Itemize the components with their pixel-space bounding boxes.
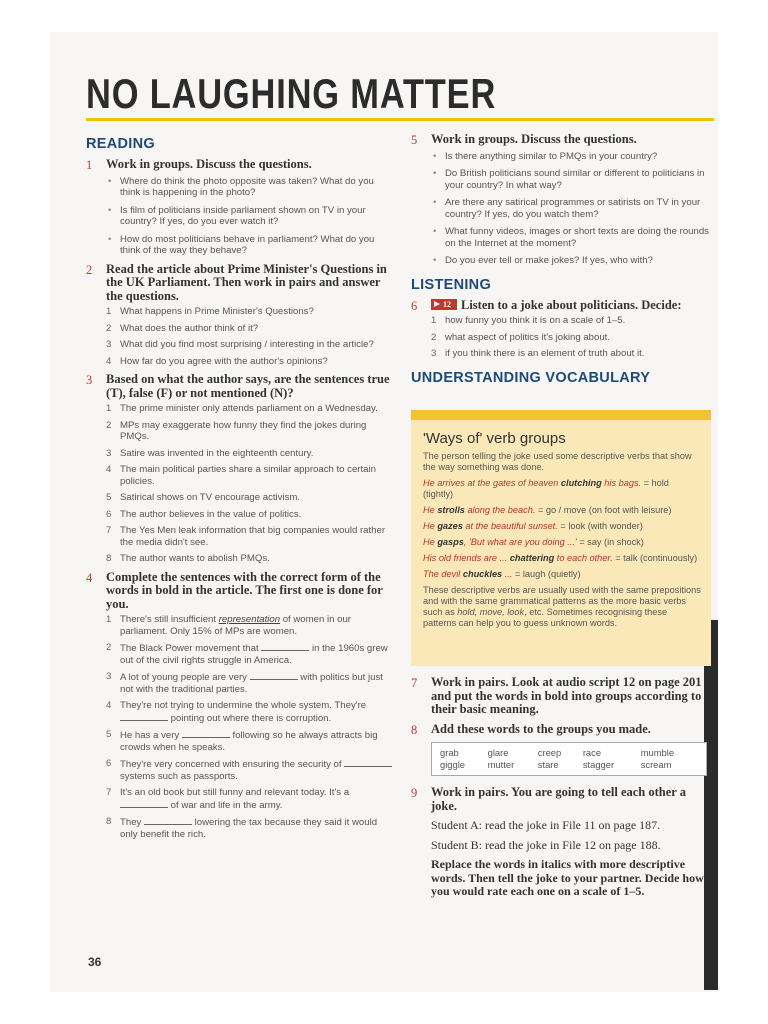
page-title: NO LAUGHING MATTER — [86, 70, 497, 117]
list-item: 1 There's still insufficient representation of women in our parliament. Only 15% of MPs are women. — [106, 614, 351, 637]
question-number: 2 — [86, 262, 93, 277]
question-text: Complete the sentences with the correct form of the words in bold in the article. The first one is done for you. — [106, 569, 383, 611]
list-item: • Are there any satirical programmes or satirists on TV in your country? If yes, do you watch them? — [431, 197, 709, 220]
question-7 — [411, 676, 707, 717]
word: giggle — [440, 759, 466, 770]
question-number: 4 — [86, 570, 93, 585]
word: mutter — [487, 759, 515, 770]
list-item: • Is there anything similar to PMQs in your country? — [431, 151, 709, 163]
page-number: 36 — [88, 955, 102, 969]
example-sentence: He arrives at the gates of heaven clutching his bags. = hold (tightly) — [423, 478, 669, 499]
list-item: 7 The Yes Men leak information that big companies would rather the media didn't see. — [106, 525, 386, 548]
list-item: 2 what aspect of politics it's joking about. — [431, 331, 611, 343]
question-3 — [86, 373, 396, 565]
example-sentence: His old friends are ... chattering to each other. = talk (continuously) — [423, 553, 698, 563]
list-item: 3 What did you find most surprising / interesting in the article? — [106, 339, 374, 350]
list-item: 3 A lot of young people are very with politics but just not with the traditional parties. — [106, 671, 383, 695]
answer-blank — [120, 712, 168, 721]
question-5 — [411, 133, 709, 267]
list-item: • How do most politicians behave in parliament? What do you think of the way they behave? — [106, 234, 396, 257]
list-item: • What funny videos, images or short texts are doing the rounds on the Internet at the moment? — [431, 226, 709, 249]
list-item: 4 They're not trying to undermine the whole system. They're pointing out where there is corruption. — [106, 700, 367, 724]
box-intro: The person telling the joke used some descriptive verbs that show the way something was done. — [423, 451, 692, 472]
student-b-instruction: Student B: read the joke in File 12 on page 188. — [431, 837, 661, 852]
list-item: 3 if you think there is an element of truth about it. — [431, 348, 645, 359]
word: stare — [537, 759, 559, 770]
list-item: 2 What does the author think of it? — [106, 322, 259, 334]
right-column-top — [411, 133, 709, 392]
question-1 — [86, 158, 396, 257]
list-item: 5 He has a very following so he always attracts big crowds when he speaks. — [106, 729, 378, 753]
list-item: 4 How far do you agree with the author's opinions? — [106, 355, 328, 367]
list-item: 6 The author believes in the value of politics. — [106, 508, 302, 520]
list-item: 5 Satirical shows on TV encourage activism. — [106, 492, 301, 503]
answer-blank — [344, 758, 392, 767]
list-item: 1 What happens in Prime Minister's Questions? — [106, 306, 314, 317]
list-item: 7 It's an old book but still funny and relevant today. It's a of war and life in the army. — [106, 787, 350, 811]
question-number: 7 — [411, 676, 418, 690]
question-text: Work in groups. Discuss the questions. — [106, 157, 312, 171]
list-item: • Do British politicians sound similar or different to politicians in your country? In what way? — [431, 168, 709, 191]
question-number: 5 — [411, 133, 418, 147]
list-item: 2 The Black Power movement that in the 1960s grew out of the civil rights struggle in America. — [106, 642, 388, 666]
list-item: 8 They lowering the tax because they said it would only benefit the rich. — [106, 816, 378, 840]
reading-heading: READING — [86, 136, 155, 152]
question-text: Listen to a joke about politicians. Decide: — [461, 297, 682, 312]
example-sentence: He gazes at the beautiful sunset. = look (with wonder) — [423, 521, 643, 531]
list-item: 3 Satire was invented in the eighteenth century. — [106, 447, 314, 459]
title-rule — [86, 118, 714, 121]
answer-blank — [250, 671, 298, 680]
word: grab — [440, 747, 459, 758]
question-text: Based on what the author says, are the sentences true (T), false (F) or not mentioned (N)? — [106, 372, 390, 400]
list-item: • Do you ever tell or make jokes? If yes, who with? — [431, 255, 709, 267]
word: race — [582, 747, 602, 758]
word-box — [431, 742, 707, 776]
ways-of-verb-groups-box — [411, 410, 711, 666]
list-item: 6 They're very concerned with ensuring the security of systems such as passports. — [106, 758, 396, 782]
list-item: 1 The prime minister only attends parliament on a Wednesday. — [106, 403, 378, 414]
box-title: 'Ways of' verb groups — [423, 430, 566, 447]
student-a-instruction: Student A: read the joke in File 11 on page 187. — [431, 818, 661, 832]
question-2 — [86, 263, 396, 368]
answer-blank — [261, 642, 309, 651]
list-item: 1 how funny you think it is on a scale of 1–5. — [431, 315, 626, 326]
question-text: Work in pairs. Look at audio script 12 on page 201 and put the words in bold into groups according to their basic meaning. — [431, 675, 702, 716]
answer-blank — [182, 729, 230, 738]
question-text: Work in groups. Discuss the questions. — [431, 132, 637, 146]
final-instruction: Replace the words in italics with more descriptive words. Then tell the joke to your partner. Decide how you would rate each one on a scale of 1–5. — [431, 857, 704, 898]
list-item: • Is film of politicians inside parliament shown on TV in your country? If yes, do you ever watch it? — [106, 205, 396, 228]
question-text: Read the article about Prime Minister's Questions in the UK Parliament. Then work in pairs and answer the questions. — [106, 261, 387, 303]
answer-blank — [120, 799, 168, 808]
question-number: 8 — [411, 722, 418, 737]
question-number: 3 — [86, 373, 93, 387]
list-item: 2 MPs may exaggerate how funny they find the jokes during PMQs. — [106, 419, 367, 442]
example-sentence: The devil chuckles ... = laugh (quietly) — [423, 569, 581, 579]
word: stagger — [582, 759, 615, 770]
question-6 — [411, 299, 709, 360]
example-sentence: He gasps, 'But what are you doing ...' = say (in shock) — [423, 537, 644, 547]
question-4 — [86, 571, 396, 841]
audio-track-icon[interactable]: 12 — [431, 299, 457, 310]
word: scream — [640, 759, 672, 770]
word: creep — [537, 747, 562, 758]
question-8 — [411, 723, 707, 777]
question-text: Work in pairs. You are going to tell each other a joke. — [431, 785, 686, 813]
question-9 — [411, 786, 707, 813]
example-sentence: He strolls along the beach. = go / move (on foot with leisure) — [423, 505, 672, 515]
vocabulary-heading: UNDERSTANDING VOCABULARY — [411, 369, 651, 386]
listening-heading: LISTENING — [411, 276, 492, 293]
question-number: 1 — [86, 158, 93, 172]
answer-blank — [144, 816, 192, 825]
list-item: 8 The author wants to abolish PMQs. — [106, 553, 270, 564]
example-answer: representation — [218, 614, 281, 625]
right-column-bottom — [411, 676, 707, 899]
list-item: • Where do think the photo opposite was taken? What do you think is happening in the photo? — [106, 176, 396, 199]
question-number: 6 — [411, 298, 418, 313]
word: mumble — [640, 747, 675, 758]
list-item: 4 The main political parties share a similar approach to certain policies. — [106, 464, 376, 487]
left-column — [86, 136, 396, 846]
box-outro: These descriptive verbs are usually used with the same prepositions and with the same grammatical patterns as the more basic verbs such as hold, move, look, etc. Sometimes recognising these patterns can help you to guess unknown words. — [423, 585, 701, 628]
question-text: Add these words to the groups you made. — [431, 721, 651, 736]
question-number: 9 — [411, 786, 418, 800]
word: glare — [487, 747, 509, 758]
